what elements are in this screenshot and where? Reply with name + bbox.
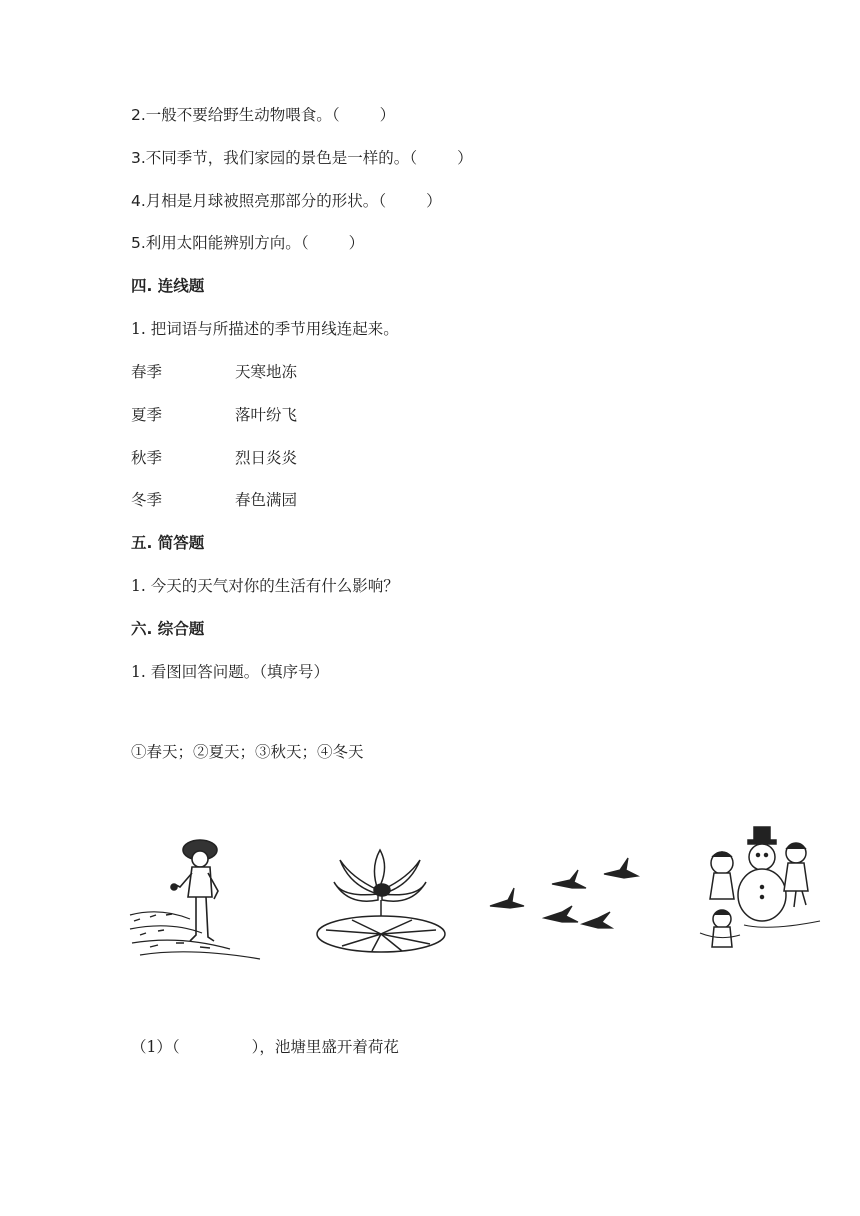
answer-paren-open: （ bbox=[300, 234, 309, 252]
judge-item-2 bbox=[131, 105, 395, 125]
match-left-winter[interactable]: 冬季 bbox=[131, 491, 163, 509]
match-left-spring[interactable]: 春季 bbox=[131, 363, 163, 381]
matching-question: 1. 把词语与所描述的季节用线连起来。 bbox=[131, 320, 399, 338]
match-left-autumn[interactable]: 秋季 bbox=[131, 449, 163, 467]
answer-paren-close: ） bbox=[379, 106, 396, 124]
answer-paren-open: （ bbox=[331, 106, 340, 124]
short-answer-question: 1. 今天的天气对你的生活有什么影响？ bbox=[131, 577, 399, 595]
match-left-summer[interactable]: 夏季 bbox=[131, 406, 163, 424]
lotus-flower-icon bbox=[312, 838, 450, 956]
sub-question-suffix: ），池塘里盛开着荷花 bbox=[251, 1038, 399, 1056]
match-right-3[interactable]: 烈日炎炎 bbox=[235, 449, 298, 467]
answer-paren-close: ） bbox=[426, 192, 442, 210]
item-text: 一般不要给野生动物喂食。 bbox=[145, 106, 332, 124]
item-text: 月相是月球被照亮那部分的形状。 bbox=[145, 192, 379, 210]
answer-paren-close: ） bbox=[348, 234, 365, 252]
item-number: 3. bbox=[131, 149, 146, 167]
sub-question-1 bbox=[131, 1037, 399, 1057]
judge-item-4 bbox=[131, 191, 442, 211]
answer-paren-open: （ bbox=[409, 149, 418, 167]
match-right-4[interactable]: 春色满园 bbox=[235, 491, 298, 509]
farmer-sowing-icon bbox=[130, 835, 265, 965]
section-heading-matching: 四. 连线题 bbox=[131, 277, 205, 295]
item-text: 不同季节，我们家园的景色是一样的。 bbox=[145, 149, 410, 167]
section-heading-short-answer: 五. 简答题 bbox=[131, 534, 205, 552]
item-number: 4. bbox=[131, 192, 146, 210]
item-text: 利用太阳能辨别方向。 bbox=[145, 234, 301, 252]
sub-question-prefix: （1）（ bbox=[131, 1038, 180, 1056]
snowman-children-icon bbox=[700, 823, 828, 958]
item-number: 2. bbox=[131, 106, 146, 124]
answer-paren-close: ） bbox=[457, 149, 473, 167]
comprehensive-question: 1. 看图回答问题。（填序号） bbox=[131, 663, 329, 681]
judge-item-3 bbox=[131, 148, 473, 168]
match-right-1[interactable]: 天寒地冻 bbox=[235, 363, 298, 381]
season-options: ①春天；②夏天；③秋天；④冬天 bbox=[131, 743, 364, 761]
flying-geese-icon bbox=[488, 850, 648, 940]
answer-paren-open: （ bbox=[378, 192, 387, 210]
item-number: 5. bbox=[131, 234, 146, 252]
match-right-2[interactable]: 落叶纷飞 bbox=[235, 406, 298, 424]
judge-item-5 bbox=[131, 233, 364, 253]
section-heading-comprehensive: 六. 综合题 bbox=[131, 620, 205, 638]
